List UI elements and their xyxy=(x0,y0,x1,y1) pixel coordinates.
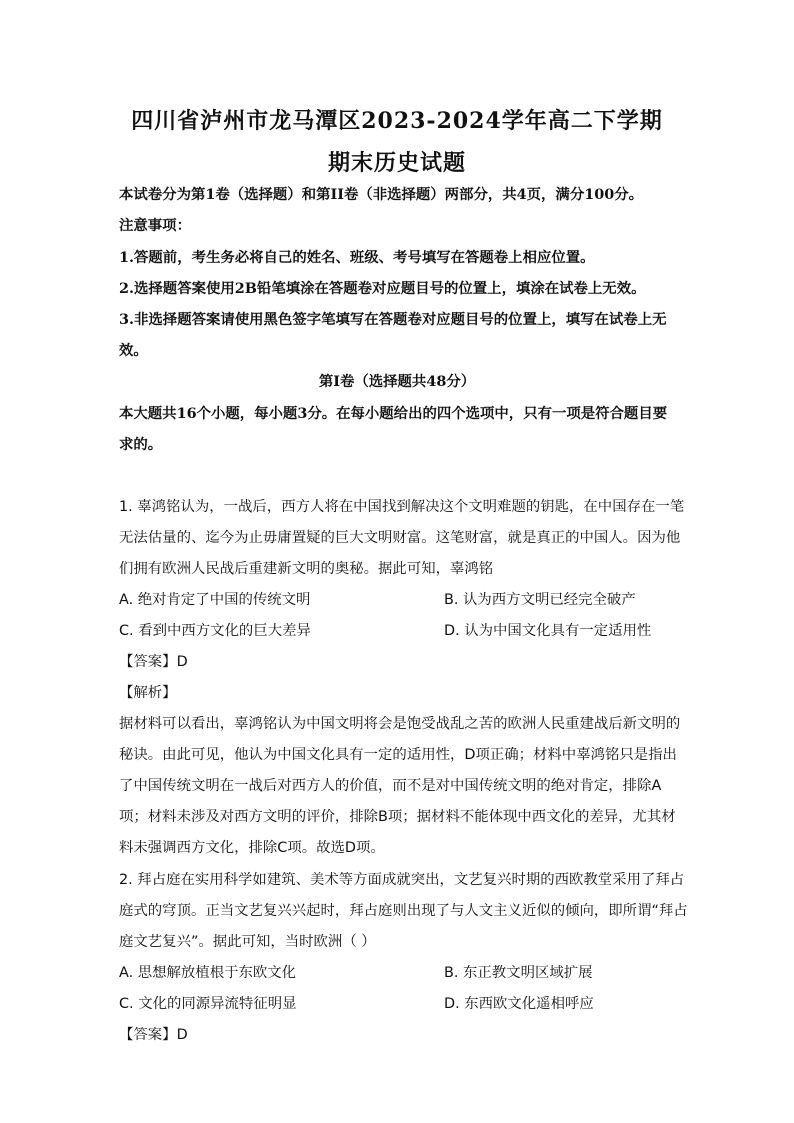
q1-answer: 【答案】D xyxy=(119,654,188,670)
q2-answer: 【答案】D xyxy=(119,1027,188,1043)
q1-analysis-line5: 料未强调西方文化，排除C项。故选D项。 xyxy=(119,840,385,856)
q1-option-d: D. 认为中国文化具有一定适用性 xyxy=(444,623,652,639)
note-3-line2: 效。 xyxy=(119,342,148,359)
q1-analysis-line1: 据材料可以看出，辜鸿铭认为中国文明将会是饱受战乱之苦的欧洲人民重建战后新文明的 xyxy=(119,716,681,732)
q1-stem-line2: 无法估量的、迄今为止毋庸置疑的巨大文明财富。这笔财富，就是真正的中国人。因为他 xyxy=(119,530,681,546)
q2-option-a: A. 思想解放植根于东欧文化 xyxy=(119,965,297,981)
section-desc-line2: 求的。 xyxy=(119,436,163,453)
q2-stem-line1: 2. 拜占庭在实用科学如建筑、美术等方面成就突出，文艺复兴时期的西欧教堂采用了拜占 xyxy=(119,872,685,888)
exam-title-line2: 期末历史试题 xyxy=(327,150,466,176)
note-3-line1: 3.非选择题答案请使用黑色签字笔填写在答题卷对应题目号的位置上，填写在试卷上无 xyxy=(119,311,667,328)
notes-heading: 注意事项： xyxy=(119,217,191,234)
note-1: 1.答题前，考生务必将自己的姓名、班级、考号填写在答题卷上相应位置。 xyxy=(119,249,595,266)
q1-analysis-heading: 【解析】 xyxy=(119,685,177,701)
q2-stem-line3: 庭文艺复兴”。据此可知，当时欧洲（ ） xyxy=(119,934,376,950)
exam-title-line1: 四川省泸州市龙马潭区2023-2024学年高二下学期 xyxy=(131,108,663,134)
q2-option-d: D. 东西欧文化遥相呼应 xyxy=(444,996,594,1012)
q1-analysis-line4: 项；材料未涉及对西方文明的评价，排除B项；据材料不能体现中西文化的差异，尤其材 xyxy=(119,809,676,825)
section-desc-line1: 本大题共16个小题，每小题3分。在每小题给出的四个选项中，只有一项是符合题目要 xyxy=(119,405,668,422)
note-2: 2.选择题答案使用2B铅笔填涂在答题卷对应题目号的位置上，填涂在试卷上无效。 xyxy=(119,280,646,297)
q2-option-c: C. 文化的同源异流特征明显 xyxy=(119,996,297,1012)
intro-text: 本试卷分为第1卷（选择题）和第II卷（非选择题）两部分，共4页，满分100分。 xyxy=(119,186,644,203)
q1-analysis-line2: 秘诀。由此可见，他认为中国文化具有一定的适用性，D项正确；材料中辜鸿铭只是指出 xyxy=(119,747,677,763)
q1-stem-line3: 们拥有欧洲人民战后重建新文明的奥秘。据此可知，辜鸿铭 xyxy=(119,561,494,577)
section-heading: 第I卷（选择题共48分） xyxy=(318,373,476,390)
q1-option-b: B. 认为西方文明已经完全破产 xyxy=(444,592,636,608)
q1-analysis-line3: 了中国传统文明在一战后对西方人的价值，而不是对中国传统文明的绝对肯定，排除A xyxy=(119,778,662,794)
q1-option-a: A. 绝对肯定了中国的传统文明 xyxy=(119,592,311,608)
q1-stem-line1: 1. 辜鸿铭认为，一战后，西方人将在中国找到解决这个文明难题的钥匙，在中国存在一笔 xyxy=(119,499,685,515)
q2-option-b: B. 东正教文明区域扩展 xyxy=(444,965,593,981)
q1-option-c: C. 看到中西方文化的巨大差异 xyxy=(119,623,311,639)
q2-stem-line2: 庭式的穹顶。正当文艺复兴兴起时，拜占庭则出现了与人文主义近似的倾向，即所谓“拜占 xyxy=(119,903,688,919)
